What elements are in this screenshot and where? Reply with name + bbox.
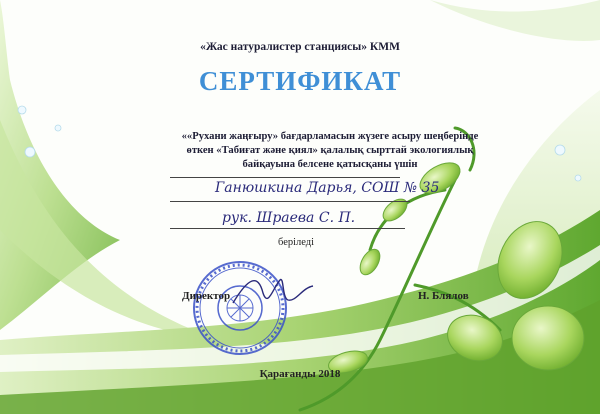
city-and-year: Қарағанды 2018 xyxy=(259,368,341,380)
description-line-1: ««Рухани жаңғыру» бағдарламасын жүзеге асыру шеңберінде xyxy=(181,131,479,142)
organization-name: «Жас натуралистер станциясы» КММ xyxy=(200,41,400,53)
director-signature xyxy=(218,268,328,318)
top-right-swoosh xyxy=(430,0,600,41)
supervisor-name: рук. Шраева С. П. xyxy=(222,210,356,226)
description-line-3: байқауына белсене қатысқаны үшін xyxy=(242,159,418,170)
recipient-line-3 xyxy=(170,228,405,229)
recipient-name: Ганюшкина Дарья, СОШ № 35 xyxy=(215,180,440,196)
issued-label: беріледі xyxy=(278,237,315,248)
description-line-2: өткен «Табиғат және қиял» қалалық сырттай экологиялық xyxy=(186,145,474,156)
recipient-line-1 xyxy=(170,177,400,178)
signatory-name: Н. Блялов xyxy=(418,290,469,302)
certificate-title: СЕРТИФИКАТ xyxy=(198,66,402,96)
signatory-role: Директор xyxy=(182,290,231,302)
recipient-line-2 xyxy=(170,201,410,202)
